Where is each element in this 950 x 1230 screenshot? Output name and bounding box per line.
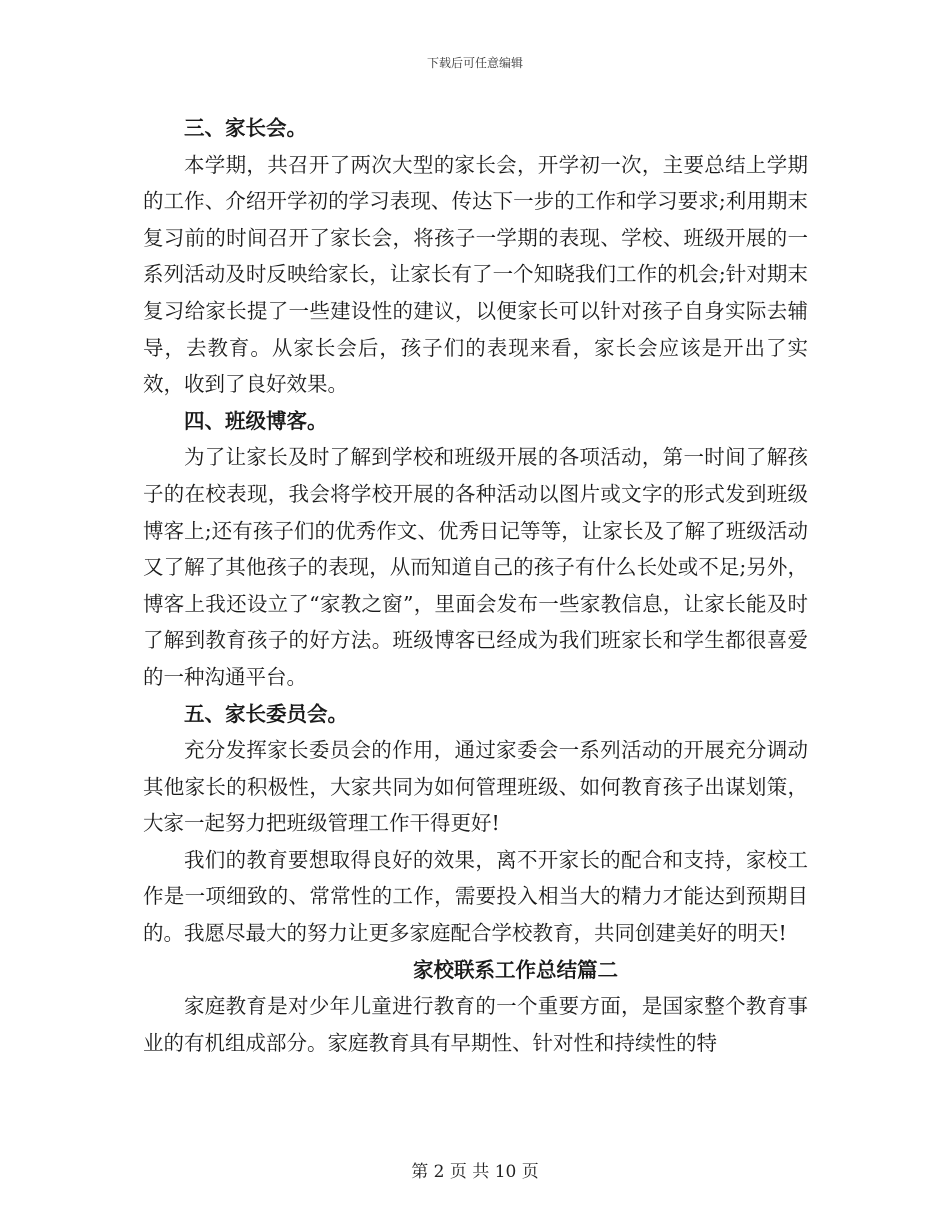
page-header-note: 下载后可任意编辑 <box>426 56 523 70</box>
heading-parent-committee: 五、家长委员会。 <box>184 701 348 726</box>
paragraph-conclusion: 我们的教育要想取得良好的效果，离不开家长的配合和支持，家校工作是一项细致的、常常性的工作，需要投入相当大的精力才能达到预期目的。我愿尽最大的努力让更多家庭配合学校教育，共同创建美好的明天! <box>143 847 808 946</box>
paragraph-family-education: 家庭教育是对少年儿童进行教育的一个重要方面，是国家整个教育事业的有机组成部分。家庭教育具有早期性、针对性和持续性的特 <box>143 994 808 1055</box>
heading-class-blog: 四、班级博客。 <box>184 408 328 433</box>
paragraph-parent-meeting: 本学期，共召开了两次大型的家长会，开学初一次，主要总结上学期的工作、介绍开学初的学习表现、传达下一步的工作和学习要求;利用期末复习前的时间召开了家长会，将孩子一学期的表现、学校、班级开展的一系列活动及时反映给家长，让家长有了一个知晓我们工作的机会;针对期末复习给家长提了一些建设性的建议，以便家长可以针对孩子自身实际去辅导，去教育。从家长会后，孩子们的表现来看，家长会应该是开出了实效，收到了良好效果。 <box>143 152 808 397</box>
document-body <box>143 110 808 1061</box>
heading-parent-meeting: 三、家长会。 <box>184 116 307 140</box>
paragraph-class-blog: 为了让家长及时了解到学校和班级开展的各项活动，第一时间了解孩子的在校表现，我会将学校开展的各种活动以图片或文字的形式发到班级博客上;还有孩子们的优秀作文、优秀日记等等，让家长及了解了班级活动又了解了其他孩子的表现，从而知道自己的孩子有什么长处或不足;另外，博客上我还设立了“家教之窗”，里面会发布一些家教信息，让家长能及时了解到教育孩子的好方法。班级博客已经成为我们班家长和学生都很喜爱的一种沟通平台。 <box>143 445 808 689</box>
section-title: 家校联系工作总结篇二 <box>413 957 618 982</box>
page-number: 第 2 页 共 10 页 <box>411 1162 539 1182</box>
paragraph-parent-committee: 充分发挥家长委员会的作用，通过家委会一系列活动的开展充分调动其他家长的积极性，大家共同为如何管理班级、如何教育孩子出谋划策，大家一起努力把班级管理工作干得更好! <box>143 738 808 836</box>
